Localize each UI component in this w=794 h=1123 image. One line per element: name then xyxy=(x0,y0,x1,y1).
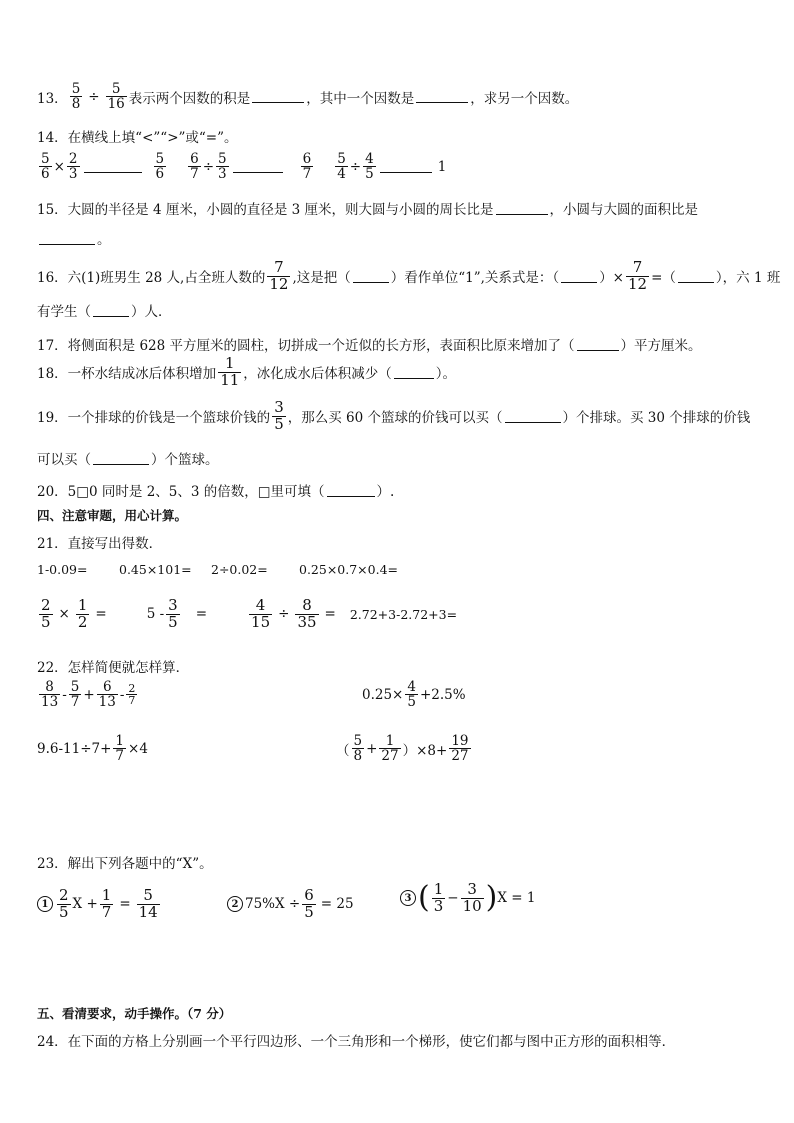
question-15: 15．大圆的半径是 4 厘米，小圆的直径是 3 厘米，则大圆与小圆的周长比是 ，小圆与大圆的面积比是 xyxy=(37,202,699,218)
answer-blank[interactable] xyxy=(561,270,597,283)
q13-number: 13． xyxy=(37,90,68,107)
question-23-title: 23．解出下列各题中的“X”。 xyxy=(37,856,213,872)
question-22-expr3: 9.6-11÷7+ $\frac{1}{7}$ ×4 xyxy=(37,733,148,765)
fraction: $\frac{5}{4}$ xyxy=(337,151,346,183)
circled-number: 3 xyxy=(400,890,416,906)
fraction: $\frac{1}{7}$ xyxy=(115,733,125,765)
fraction: $\frac{5}{3}$ xyxy=(218,151,227,183)
fraction: $\frac{5}{14}$ xyxy=(138,886,158,921)
question-14-items: $\frac{5}{6}$ × $\frac{2}{3}$ 5 6 $\frac{6}{7}$ ÷ $\frac{5}{3}$ 6 7 $\frac{5}{4}$ ÷ $\frac{4}{5}$ 1 xyxy=(41,151,447,183)
question-22-title: 22．怎样简便就怎样算． xyxy=(37,660,190,676)
fraction: 1 3 xyxy=(433,880,444,915)
circled-number: 1 xyxy=(37,896,53,912)
question-22-expr2: 0.25× $\frac{4}{5}$ +2.5% xyxy=(362,679,466,711)
fraction: $\frac{6}{13}$ xyxy=(98,679,116,711)
answer-blank[interactable] xyxy=(93,452,149,465)
fraction: 5 7 xyxy=(70,679,80,711)
compare-blank[interactable] xyxy=(380,160,432,173)
fraction: 2 5 xyxy=(59,886,69,921)
question-13: 13． $\frac{5}{8}$ ÷ $\frac{5}{16}$ 表示两个因数的积是 ，其中一个因数是 ，求另一个因数。 xyxy=(37,81,579,113)
fraction: $\frac{3}{10}$ xyxy=(462,880,482,915)
fraction: $\frac{5}{8}$ xyxy=(71,81,81,113)
answer-blank[interactable] xyxy=(252,90,304,103)
question-23-p3: 3 ( 1 3 − $\frac{3}{10}$ ) X = 1 xyxy=(400,882,536,915)
answer-blank[interactable] xyxy=(93,304,129,317)
fraction: $\frac{1}{7}$ xyxy=(101,886,112,921)
fraction: 2 7 xyxy=(128,681,136,708)
answer-blank[interactable] xyxy=(327,484,375,497)
fraction: $\frac{5}{16}$ xyxy=(107,81,125,113)
question-21-title: 21．直接写出得数． xyxy=(37,536,163,552)
question-18: 18．一杯水结成冰后体积增加 1 11 ，冰化成水后体积减少（ ）。 xyxy=(37,354,457,389)
question-20: 20．5□0 同时是 2、5、3 的倍数，□里可填（ ）. xyxy=(37,484,395,500)
answer-blank[interactable] xyxy=(394,366,434,379)
question-22-expr1: 8 13 - 5 7 + $\frac{6}{13}$ - 2 7 xyxy=(41,679,136,711)
fraction: $\frac{4}{15}$ xyxy=(251,596,271,631)
fraction: $\frac{7}{12}$ xyxy=(628,258,648,293)
answer-blank[interactable] xyxy=(505,410,561,423)
question-21-row1: 1-0.09= 0.45×101= 2÷0.02= 0.25×0.7×0.4= xyxy=(37,562,399,577)
fraction: $\frac{4}{5}$ xyxy=(407,679,416,711)
question-15-line2: 。 xyxy=(37,228,111,248)
fraction: 3 5 xyxy=(168,596,178,631)
question-16: 16．六(1)班男生 28 人,占全班人数的 7 12 ,这是把（ ）看作单位“1”,关系式是：（ ）× $\frac{7}{12}$ =（ ），六 1 班 xyxy=(37,258,781,293)
fraction: 7 12 xyxy=(269,258,289,293)
answer-blank[interactable] xyxy=(577,338,619,351)
fraction: $\frac{6}{7}$ xyxy=(190,151,199,183)
compare-blank[interactable] xyxy=(84,160,142,173)
question-16-line2: 有学生（ ）人． xyxy=(37,304,172,320)
answer-blank[interactable] xyxy=(39,232,95,245)
fraction: 5 6 xyxy=(155,151,165,183)
answer-blank[interactable] xyxy=(496,202,548,215)
question-19: 19．一个排球的价钱是一个篮球价钱的 3 5 ，那么买 60 个篮球的价钱可以买（ ）个排球。买 30 个排球的价钱 xyxy=(37,398,751,433)
fraction: $\frac{1}{2}$ xyxy=(77,596,88,631)
compare-blank[interactable] xyxy=(233,160,283,173)
fraction: $\frac{4}{5}$ xyxy=(365,151,374,183)
fraction: $\frac{1}{27}$ xyxy=(381,733,399,765)
question-23-p1: 1 2 5 X + $\frac{1}{7}$ = $\frac{5}{14}$ xyxy=(37,888,162,921)
section-5-heading: 五、看清要求，动手操作。（7 分） xyxy=(37,1006,232,1021)
fraction: 1 11 xyxy=(220,354,240,389)
question-23-p2: 2 75%X ÷ $\frac{6}{5}$ = 25 xyxy=(227,888,354,921)
fraction: 6 7 xyxy=(302,151,312,183)
answer-blank[interactable] xyxy=(678,270,714,283)
question-17: 17．将侧面积是 628 平方厘米的圆柱，切拼成一个近似的长方形，表面积比原来增加了（ ）平方厘米。 xyxy=(37,338,702,354)
question-21-row2: $\frac{2}{5}$ × $\frac{1}{2}$ = 5 - 3 5 = $\frac{4}{15}$ ÷ $\frac{8}{35}$ = 2.72+3-2.72+3= xyxy=(41,596,458,631)
answer-blank[interactable] xyxy=(416,90,468,103)
fraction: $\frac{8}{35}$ xyxy=(297,596,317,631)
fraction: $\frac{2}{5}$ xyxy=(41,596,51,631)
fraction: 3 5 xyxy=(274,398,284,433)
circled-number: 2 xyxy=(227,896,243,912)
question-22-expr4: （ 5 8 + $\frac{1}{27}$ ）×8+ $\frac{19}{27}$ xyxy=(336,733,469,765)
section-4-heading: 四、注意审题，用心计算。 xyxy=(37,508,188,523)
question-24: 24．在下面的方格上分别画一个平行四边形、一个三角形和一个梯形，使它们都与图中正方形的面积相等． xyxy=(37,1034,676,1050)
fraction: 5 8 xyxy=(353,733,363,765)
fraction: $\frac{5}{6}$ xyxy=(41,151,50,183)
answer-blank[interactable] xyxy=(353,270,389,283)
fraction: 8 13 xyxy=(41,679,59,711)
question-19-line2: 可以买（ ）个篮球。 xyxy=(37,452,219,468)
question-14-title: 14．在横线上填“<”“>”或“=”。 xyxy=(37,130,238,146)
fraction: $\frac{19}{27}$ xyxy=(451,733,469,765)
fraction: $\frac{6}{5}$ xyxy=(304,886,314,921)
fraction: $\frac{2}{3}$ xyxy=(68,151,78,183)
